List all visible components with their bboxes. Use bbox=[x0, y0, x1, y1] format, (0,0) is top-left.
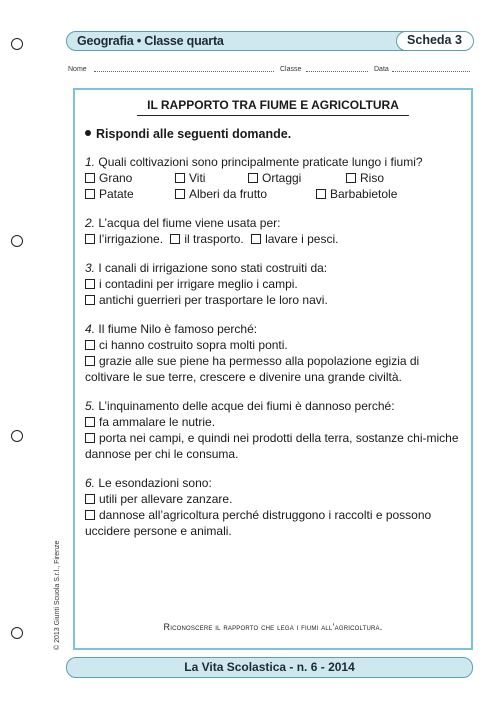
option[interactable]: lavare i pesci. bbox=[251, 232, 338, 246]
option[interactable]: dannose all’agricoltura perché distruggono i raccolti e possono uccidere persone e animali. bbox=[85, 508, 432, 538]
student-info-row bbox=[68, 66, 472, 78]
question-text: Il fiume Nilo è famoso perché: bbox=[98, 322, 258, 336]
question-6 bbox=[85, 475, 461, 539]
checkbox[interactable] bbox=[85, 433, 95, 443]
checkbox[interactable] bbox=[175, 173, 185, 183]
checkbox[interactable] bbox=[85, 356, 95, 366]
binder-hole-2 bbox=[11, 235, 23, 247]
worksheet-box bbox=[73, 88, 473, 650]
option[interactable]: porta nei campi, e quindi nei prodotti della terra, sostanze chi-miche dannose per chi le consuma. bbox=[85, 431, 459, 461]
checkbox[interactable] bbox=[85, 340, 95, 350]
checkbox[interactable] bbox=[175, 189, 185, 199]
options-row-2 bbox=[85, 186, 461, 202]
header-bar bbox=[66, 31, 473, 51]
question-3 bbox=[85, 260, 461, 308]
question-text: L’acqua del fiume viene usata per: bbox=[98, 216, 281, 230]
question-number: 2. bbox=[85, 216, 96, 230]
question-text: I canali di irrigazione sono stati costruiti da: bbox=[98, 261, 328, 275]
bullet-icon bbox=[85, 130, 91, 136]
data-label: Data bbox=[374, 66, 389, 73]
worksheet-content bbox=[85, 120, 461, 552]
checkbox[interactable] bbox=[85, 234, 95, 244]
worksheet-title: IL RAPPORTO TRA FIUME E AGRICOLTURA bbox=[147, 98, 399, 112]
question-number: 3. bbox=[85, 261, 96, 275]
option[interactable]: Viti bbox=[175, 170, 205, 186]
question-text: L’inquinamento delle acque dei fiumi è dannoso perché: bbox=[98, 399, 395, 413]
question-4 bbox=[85, 321, 461, 385]
question-5 bbox=[85, 398, 461, 462]
subject-title: Geografia • Classe quarta bbox=[77, 34, 224, 48]
checkbox[interactable] bbox=[85, 189, 95, 199]
option[interactable]: i contadini per irrigare meglio i campi. bbox=[85, 276, 461, 292]
option[interactable]: ci hanno costruito sopra molti ponti. bbox=[85, 337, 461, 353]
copyright-notice: © 2013 Giunti Scuola S.r.l., Firenze bbox=[54, 540, 61, 650]
binder-hole-3 bbox=[11, 430, 23, 442]
binder-hole-1 bbox=[11, 38, 23, 50]
option[interactable]: Patate bbox=[85, 186, 134, 202]
option[interactable]: Barbabietole bbox=[316, 186, 397, 202]
question-2 bbox=[85, 215, 461, 247]
option[interactable]: l’irrigazione. bbox=[85, 232, 163, 246]
option[interactable]: Alberi da frutto bbox=[175, 186, 267, 202]
checkbox[interactable] bbox=[85, 417, 95, 427]
option[interactable]: Riso bbox=[346, 170, 384, 186]
option[interactable]: il trasporto. bbox=[170, 232, 243, 246]
classe-label: Classe bbox=[280, 66, 302, 73]
option[interactable]: antichi guerrieri per trasportare le loro navi. bbox=[85, 292, 461, 308]
option[interactable]: utili per allevare zanzare. bbox=[85, 491, 461, 507]
data-field[interactable] bbox=[392, 71, 470, 72]
options-row-1 bbox=[85, 170, 461, 186]
option[interactable]: grazie alle sue piene ha permesso alla popolazione egizia di coltivare le sue terre, crescere e divenire una grande civiltà. bbox=[85, 354, 420, 384]
checkbox[interactable] bbox=[85, 295, 95, 305]
option[interactable]: Grano bbox=[85, 170, 132, 186]
checkbox[interactable] bbox=[251, 234, 261, 244]
question-number: 1. bbox=[85, 155, 96, 169]
question-number: 6. bbox=[85, 476, 96, 490]
nome-label: Nome bbox=[68, 66, 87, 73]
publication-footer: La Vita Scolastica - n. 6 - 2014 bbox=[66, 657, 473, 678]
classe-field[interactable] bbox=[306, 71, 368, 72]
option[interactable]: Ortaggi bbox=[248, 170, 301, 186]
question-1 bbox=[85, 154, 461, 202]
checkbox[interactable] bbox=[85, 494, 95, 504]
question-number: 5. bbox=[85, 399, 96, 413]
checkbox[interactable] bbox=[85, 173, 95, 183]
checkbox[interactable] bbox=[346, 173, 356, 183]
option[interactable]: fa ammalare le nutrie. bbox=[85, 414, 461, 430]
checkbox[interactable] bbox=[316, 189, 326, 199]
binder-hole-4 bbox=[11, 627, 23, 639]
question-number: 4. bbox=[85, 322, 96, 336]
title-underline bbox=[137, 115, 409, 116]
question-text: Le esondazioni sono: bbox=[98, 476, 212, 490]
scheda-label: Scheda 3 bbox=[396, 31, 474, 51]
nome-field[interactable] bbox=[94, 71, 274, 72]
checkbox[interactable] bbox=[170, 234, 180, 244]
instruction bbox=[85, 126, 461, 142]
checkbox[interactable] bbox=[85, 510, 95, 520]
question-text: Quali coltivazioni sono principalmente praticate lungo i fiumi? bbox=[98, 155, 423, 169]
learning-objective: Riconoscere il rapporto che lega i fiumi all’agricoltura. bbox=[163, 622, 383, 632]
instruction-text: Rispondi alle seguenti domande. bbox=[96, 127, 292, 141]
checkbox[interactable] bbox=[85, 279, 95, 289]
checkbox[interactable] bbox=[248, 173, 258, 183]
